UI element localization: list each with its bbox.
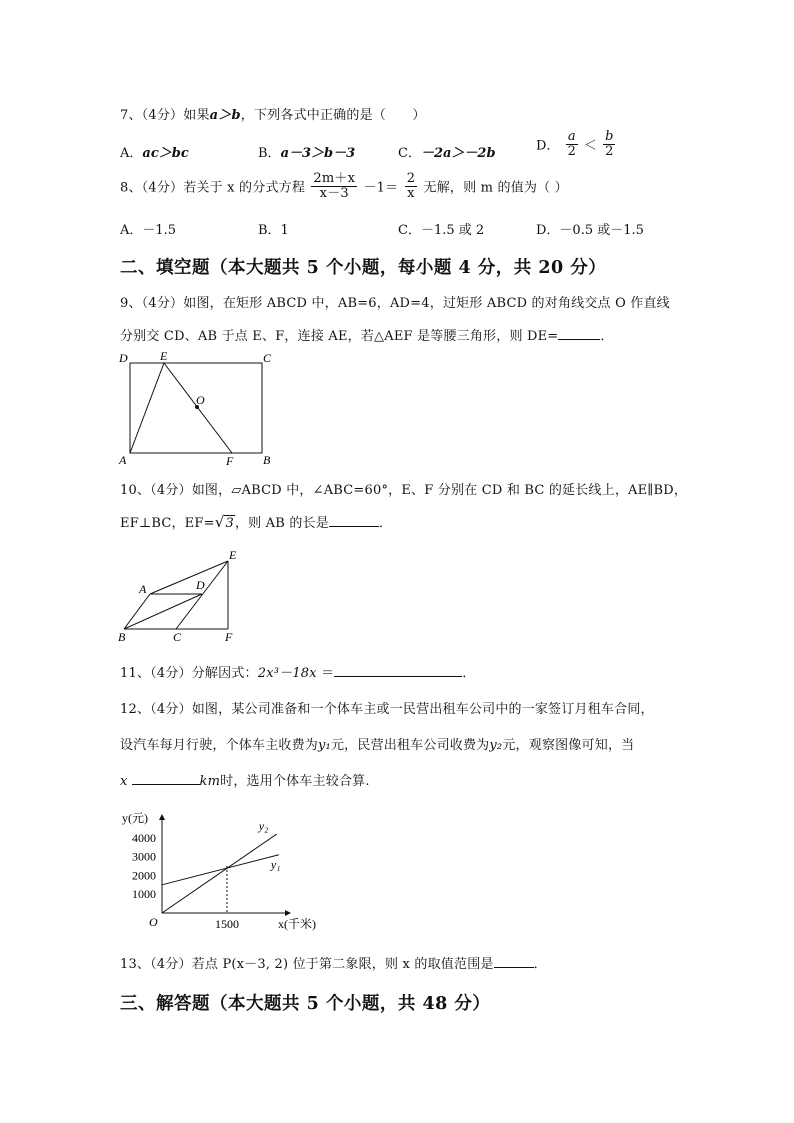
q8-stem: 8、（4分）若关于 x 的分式方程 $\frac{2m+x}{x-3}$ －1＝ $\frac{2}{x}$ 无解，则 m 的值为（ ） (120, 171, 568, 201)
y-tick-label: 2000 (132, 868, 156, 883)
y-tick-label: 1000 (132, 887, 156, 902)
series-label-2: y₂ (258, 819, 269, 834)
q12-line3: x km时，选用个体车主较合算. (120, 774, 370, 789)
q9-line2: 分别交 CD、AB 于点 E、F，连接 AE，若△AEF 是等腰三角形，则 DE= ． (120, 329, 614, 344)
q8-option-b: B．1 (258, 223, 289, 238)
q8-option-c: C．－1.5 或 2 (398, 223, 485, 238)
q10-line1: 10、（4分）如图，▱ABCD 中，∠ABC=60°，E、F 分别在 CD 和 BC 的延长线上，AE∥BD， (120, 483, 688, 498)
section-2-title: 二、填空题（本大题共 5 个小题，每小题 4 分，共 20 分） (120, 258, 607, 278)
q10-label-e: E (229, 548, 237, 562)
q10-label-d: D (196, 578, 205, 592)
q12-chart (120, 808, 340, 933)
y-axis-arrow (159, 814, 165, 820)
q11-answer-blank[interactable] (334, 664, 462, 677)
q10-label-a: A (139, 582, 147, 596)
q12-answer-blank[interactable] (132, 772, 200, 785)
q9-label-e: E (160, 349, 168, 363)
q7-stem: 7、（4分）如果a＞b，下列各式中正确的是（ ） (120, 108, 426, 123)
q10-label-f: F (225, 630, 233, 644)
q10-label-b: B (118, 630, 126, 644)
q10-line2: EF⊥BC，EF=√3，则 AB 的长是 ． (120, 513, 393, 531)
q9-label-c: C (263, 351, 272, 365)
q7-option-a: A．ac＞bc (120, 146, 189, 161)
q9-label-o: O (196, 393, 205, 407)
origin-label: O (149, 915, 158, 929)
q7-option-c: C．－2a＞－2b (398, 146, 496, 161)
q10-label-c: C (173, 630, 182, 644)
section-3-title: 三、解答题（本大题共 5 个小题，共 48 分） (120, 994, 491, 1014)
y-tick-label: 4000 (132, 830, 156, 845)
q9-label-f: F (226, 454, 234, 468)
x-axis-label: x(千米) (278, 917, 316, 931)
series-line-1 (162, 855, 279, 885)
q9-figure (112, 348, 282, 470)
q9-label-b: B (263, 453, 271, 467)
q12-line2: 设汽车每月行驶，个体车主收费为y₁元，民营出租车公司收费为y₂元，观察图像可知，当 (120, 738, 635, 753)
q8-option-d: D．－0.5 或－1.5 (536, 223, 644, 238)
series-line-2 (162, 834, 277, 913)
q13-answer-blank[interactable] (494, 955, 534, 968)
q9-line1: 9、（4分）如图，在矩形 ABCD 中，AB=6，AD=4，过矩形 ABCD 的对角线交点 O 作直线 (120, 296, 670, 311)
q13-stem: 13、（4分）若点 P(x－3, 2) 位于第二象限，则 x 的取值范围是 ． (120, 957, 547, 972)
q12-line1: 12、（4分）如图，某公司准备和一个体车主或一民营出租车公司中的一家签订月租车合同， (120, 702, 654, 717)
q10-figure (112, 545, 242, 645)
q11-stem: 11、（4分）分解因式：2x³－18x ＝ ． (120, 666, 476, 681)
y-axis-label: y(元) (122, 811, 148, 825)
q7-option-b: B．a－3＞b－3 (258, 146, 356, 161)
q9-label-a: A (119, 453, 127, 467)
q8-option-a: A．－1.5 (120, 223, 177, 238)
x-axis-arrow (285, 910, 291, 916)
y-tick-label: 3000 (132, 849, 156, 864)
series-label-1: y₁ (270, 857, 281, 872)
q9-answer-blank[interactable] (558, 327, 600, 340)
q7-option-d: D． $\frac{a}{2}$ ＜ $\frac{b}{2}$ (536, 129, 614, 159)
q10-answer-blank[interactable] (329, 514, 379, 527)
x-tick-label: 1500 (214, 917, 239, 931)
q9-label-d: D (119, 351, 128, 365)
